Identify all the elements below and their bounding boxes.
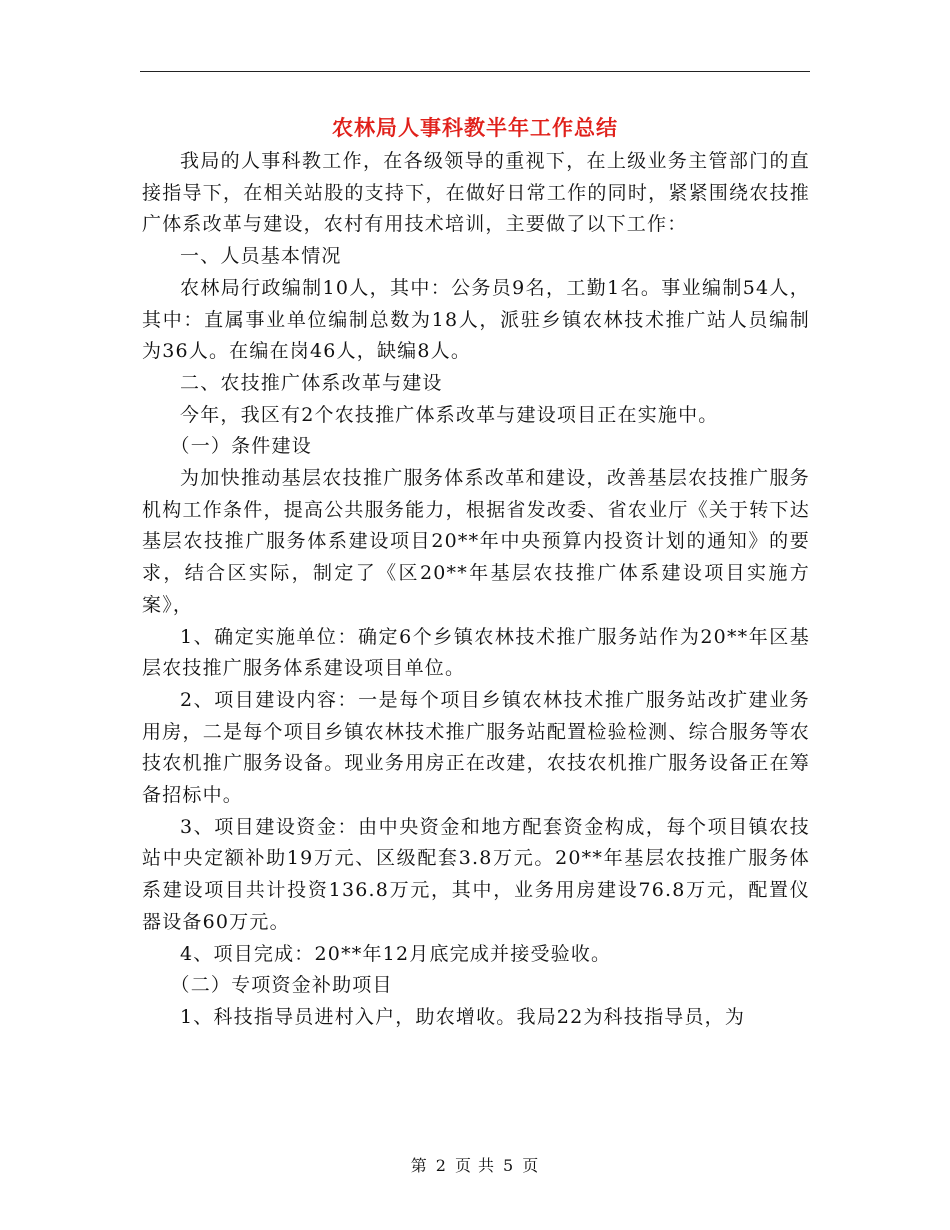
list-item: 1、科技指导员进村入户，助农增收。我局22为科技指导员，为 xyxy=(180,1005,746,1028)
subsection-heading: （一）条件建设 xyxy=(170,435,312,458)
list-item: 4、项目完成：20**年12月底完成并接受验收。 xyxy=(180,942,612,965)
section-heading: 一、人员基本情况 xyxy=(180,245,342,268)
list-item: 3、项目建设资金：由中央资金和地方配套资金构成，每个项目镇农技站中央定额补助19万元、区级配套3.8万元。20**年基层农技推广服务体系建设项目共计投资136.8万元，其中，业务用房建设76.8万元，配置仪器设备60万元。 xyxy=(142,815,810,933)
footer-total-pages: 5 xyxy=(503,1156,515,1175)
footer-prefix: 第 xyxy=(410,1156,428,1175)
paragraph: 今年，我区有2个农技推广体系改革与建设项目正在实施中。 xyxy=(180,403,719,426)
footer-current-page: 2 xyxy=(435,1156,447,1175)
subsection-heading: （二）专项资金补助项目 xyxy=(170,974,393,997)
footer-suffix: 页 xyxy=(522,1156,540,1175)
document-title: 农林局人事科教半年工作总结 xyxy=(332,115,618,140)
paragraph: 我局的人事科教工作，在各级领导的重视下，在上级业务主管部门的直接指导下，在相关站股的支持下，在做好日常工作的同时，紧紧围绕农技推广体系改革与建设，农村有用技术培训，主要做了以下工作： xyxy=(142,150,810,236)
list-item: 1、确定实施单位：确定6个乡镇农林技术推广服务站作为20**年区基层农技推广服务体系建设项目单位。 xyxy=(142,625,810,680)
paragraph: 为加快推动基层农技推广服务体系改革和建设，改善基层农技推广服务机构工作条件，提高公共服务能力，根据省发改委、省农业厅《关于转下达基层农技推广服务体系建设项目20**年中央预算内投资计划的通知》的要求，结合区实际，制定了《区20**年基层农技推广体系建设项目实施方案》， xyxy=(142,467,810,616)
section-heading: 二、农技推广体系改革与建设 xyxy=(180,371,443,394)
page-footer xyxy=(0,1153,950,1176)
paragraph: 农林局行政编制10人，其中：公务员9名，工勤1名。事业编制54人，其中：直属事业单位编制总数为18人，派驻乡镇农林技术推广站人员编制为36人。在编在岗46人，缺编8人。 xyxy=(142,276,810,363)
header-rule xyxy=(140,71,810,72)
list-item: 2、项目建设内容：一是每个项目乡镇农林技术推广服务站改扩建业务用房，二是每个项目乡镇农林技术推广服务站配置检验检测、综合服务等农技农机推广服务设备。现业务用房正在改建，农技农机推广服务设备正在筹备招标中。 xyxy=(142,688,810,807)
footer-middle: 页 共 xyxy=(454,1156,496,1175)
document-body xyxy=(142,146,810,1034)
